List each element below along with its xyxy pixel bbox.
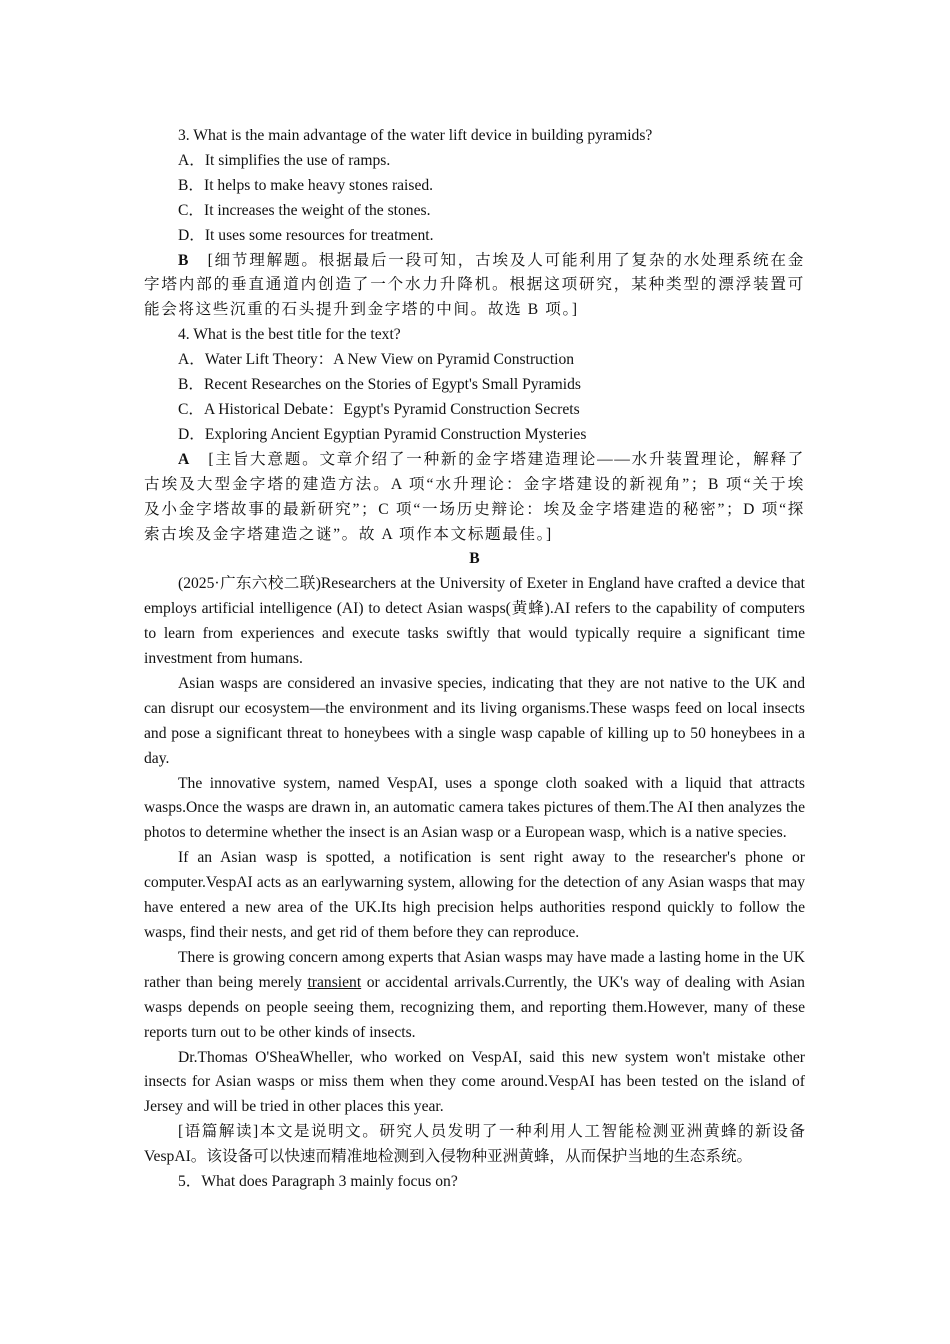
passage-paragraph-5 <box>144 946 805 1046</box>
reading-interpretation-text: 本文是说明文。研究人员发明了一种利用人工智能检测亚洲黄蜂的新设备VespAI。该设备可以快速而精准地检测到入侵物种亚洲黄蜂，从而保护当地的生态系统。 <box>144 1123 805 1166</box>
question-5-stem: 5．What does Paragraph 3 mainly focus on? <box>178 1173 458 1191</box>
document-content <box>144 124 805 1195</box>
passage-paragraph-6: Dr.Thomas O'SheaWheller, who worked on VespAI, said this new system won't mistake other insects for Asian wasps or miss them when they come around.VespAI has been tested on the island of Jersey and will be tried in other places this year. <box>144 1048 805 1116</box>
paragraph-5-text-before: There is growing concern among experts that Asian wasps may have made a lasting home in the UK rather than being merely <box>144 948 805 991</box>
passage-paragraph-1: (2025·广东六校二联)Researchers at the University of Exeter in England have crafted a device that employs artificial intelligence (AI) to detect Asian wasps(黄蜂).AI refers to the capability of computers to learn from experiences and execute tasks swiftly that would typically require a significant time investment from humans. <box>144 575 805 668</box>
question-4-stem: 4. What is the best title for the text? <box>178 326 401 344</box>
question-4-answer: A <box>178 450 191 468</box>
passage-paragraph-2: Asian wasps are considered an invasive species, indicating that they are not native to the UK and can disrupt our ecosystem—the environment and its living organisms.These wasps feed on local insects and pose a significant threat to honeybees with a single wasp capable of killing up to 50 honeybees in a day. <box>144 674 805 767</box>
question-4-option-c: C．A Historical Debate：Egypt's Pyramid Construction Secrets <box>178 400 580 418</box>
question-3-answer: B <box>178 251 191 269</box>
question-4-option-b: B．Recent Researches on the Stories of Egypt's Small Pyramids <box>178 376 581 394</box>
passage-paragraph-3: The innovative system, named VespAI, uses a sponge cloth soaked with a liquid that attracts wasps.Once the wasps are drawn in, an automatic camera takes pictures of them.The AI then analyzes the photos to determine whether the insect is an Asian wasp or a European wasp, which is a native species. <box>144 774 805 842</box>
question-4-option-d: D．Exploring Ancient Egyptian Pyramid Construction Mysteries <box>178 425 587 443</box>
question-3-option-b: B．It helps to make heavy stones raised. <box>178 176 434 194</box>
question-3-option-c: C．It increases the weight of the stones. <box>178 201 431 219</box>
question-3-explanation: [细节理解题。根据最后一段可知，古埃及人可能利用了复杂的水处理系统在金字塔内部的垂直通道内创造了一个水力升降机。根据这项研究，某种类型的漂浮装置可能会将这些沉重的石头提升到金字塔的中间。故选 B 项。] <box>144 251 805 319</box>
passage-paragraph-4: If an Asian wasp is spotted, a notification is sent right away to the researcher's phone or computer.VespAI acts as an earlywarning system, allowing for the detection of any Asian wasps that may have entered a new area of the UK.Its high precision helps authorities respond quickly to follow the wasps, find their nests, and get rid of them before they can reproduce. <box>144 849 805 941</box>
question-3-stem: 3. What is the main advantage of the water lift device in building pyramids? <box>178 127 653 144</box>
underlined-word-transient: transient <box>307 973 362 991</box>
reading-interpretation <box>144 1120 805 1170</box>
paragraph-5-text-after: or accidental arrivals.Currently, the UK's way of dealing with Asian wasps depends on people seeing them, recognizing them, and reporting them.However, many of these reports turn out to be other kinds of insects. <box>144 973 805 1041</box>
reading-interpretation-label: [语篇解读] <box>178 1123 259 1141</box>
question-3-option-d: D．It uses some resources for treatment. <box>178 226 434 244</box>
question-3-option-a: A．It simplifies the use of ramps. <box>178 151 391 169</box>
question-4-option-a: A．Water Lift Theory：A New View on Pyramid Construction <box>178 351 575 369</box>
question-4-explanation: [主旨大意题。文章介绍了一种新的金字塔建造理论——水升装置理论，解释了古埃及大型金字塔的建造方法。A 项“水升理论：金字塔建设的新视角”；B 项“关于埃及小金字塔故事的最新研究”；C 项“一场历史辩论：埃及金字塔建造的秘密”；D 项“探索古埃及金字塔建造之谜”。故 A 项作本文标题最佳。] <box>144 450 805 543</box>
question-3-explanation-block <box>144 249 805 324</box>
question-4-explanation-block <box>144 448 805 548</box>
section-b-heading: B <box>469 550 480 568</box>
